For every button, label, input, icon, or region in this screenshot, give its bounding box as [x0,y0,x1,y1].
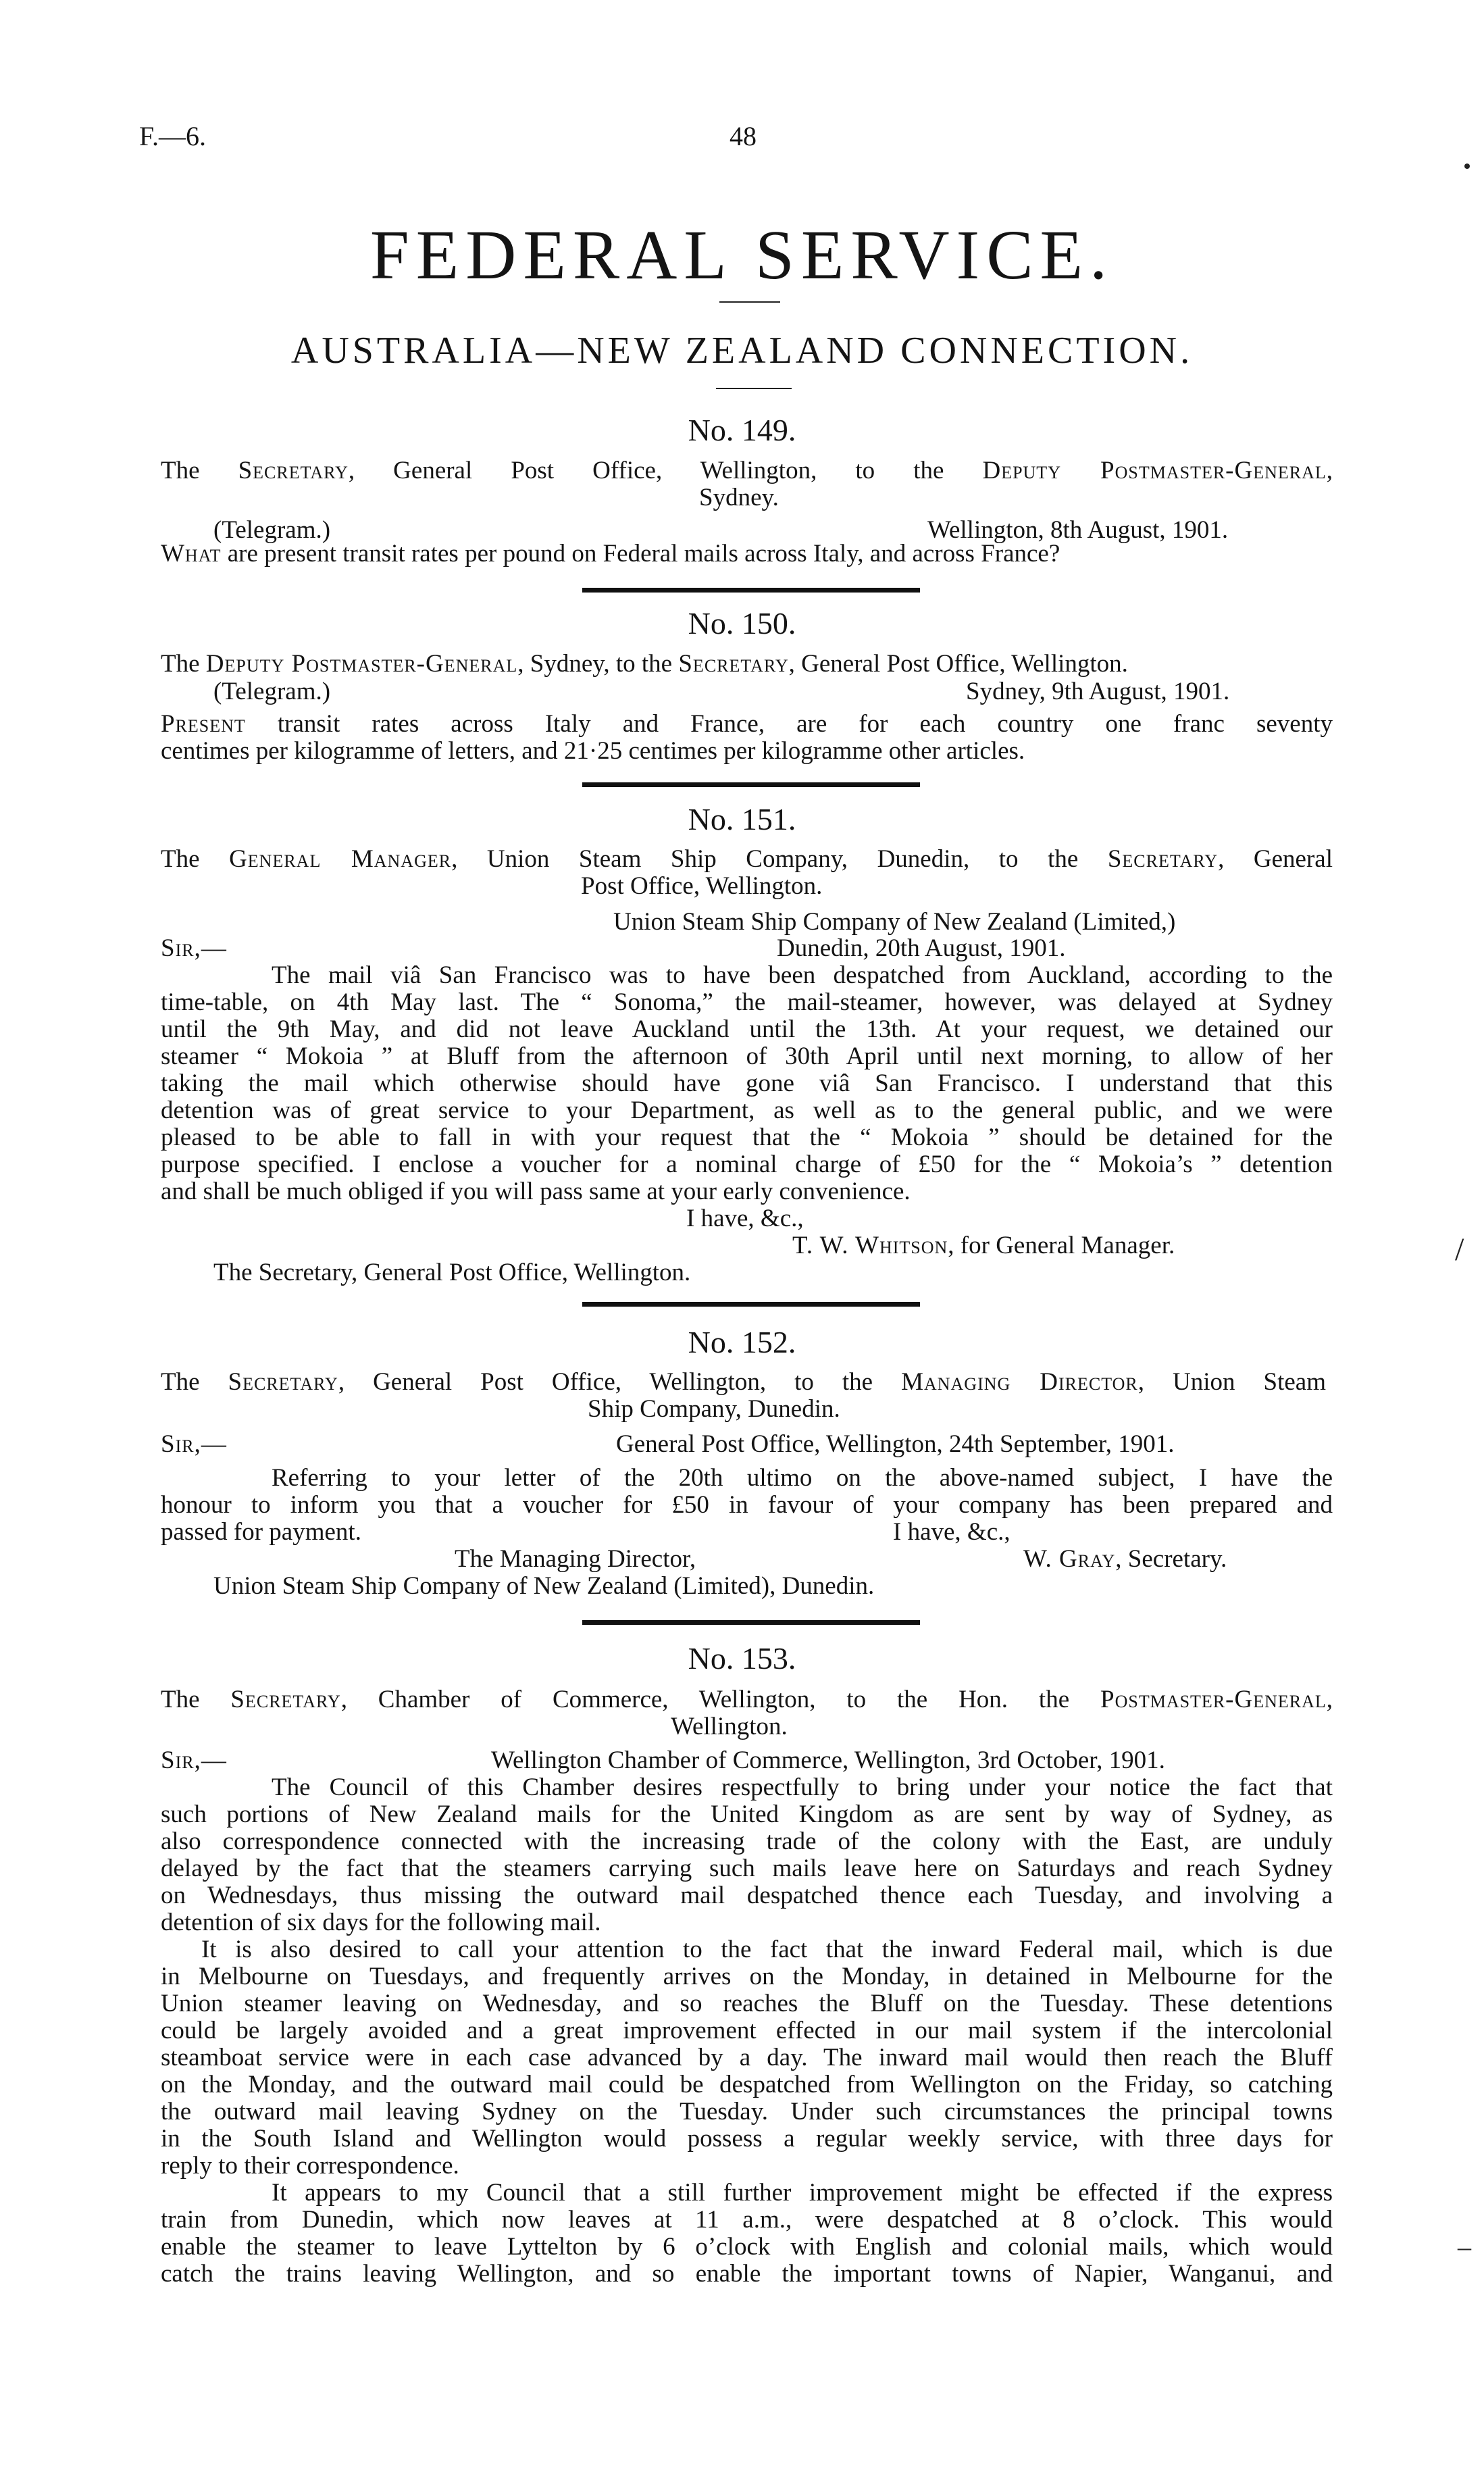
item-number-150: No. 150. [688,606,796,640]
item-number-151: No. 151. [688,802,796,836]
letter-body-line: also correspondence connected with the increasing trade of the colony with the East, are unduly [161,1828,1333,1855]
letter-body-line: delayed by the fact that the steamers carrying such mails leave here on Saturdays and reach Sydney [161,1855,1333,1882]
item-149-heading-line2: Sydney. [699,484,779,511]
closing: I have, &c., [686,1205,804,1232]
signature: T. W. Whitson, for General Manager. [792,1232,1175,1259]
to-title: Secretary [1107,845,1219,873]
margin-mark: / [1455,1232,1464,1267]
title-rule [719,301,780,303]
letter-body-line: reply to their correspondence. [161,2152,459,2180]
margin-mark: – [1458,2232,1471,2262]
letter-body-line: passed for payment. [161,1518,361,1546]
signature: W. Gray, Secretary. [1023,1545,1227,1573]
letter-body-line: until the 9th May, and did not leave Auckland until the 13th. At your request, we detained our [161,1015,1333,1043]
letter-body-line: Union steamer leaving on Wednesday, and so reaches the Bluff on the Tuesday. These detentions [161,1990,1333,2017]
page-title: FEDERAL SERVICE. [369,216,1115,294]
to-title: Postmaster-General [1100,1686,1327,1713]
telegram-label: (Telegram.) [213,516,331,544]
from-title: Secretary [238,457,349,484]
to-title: Managing Director [901,1368,1138,1396]
letter-body-line: the outward mail leaving Sydney on the Tuesday. Under such circumstances the principal towns [161,2098,1333,2125]
addressee: Union Steam Ship Company of New Zealand (Limited), Dunedin. [213,1572,875,1600]
letter-body-line: steamboat service were in each case advanced by a day. The inward mail would then reach the Bluff [161,2044,1333,2071]
letter-body-line: detention was of great service to your Department, as well as to the general public, and we were [161,1097,1333,1124]
letter-body-line: purpose specified. I enclose a voucher for a nominal charge of £50 for the “ Mokoia’s ” detention [161,1151,1333,1178]
document-reference: F.—6. [139,121,207,151]
page-subtitle: AUSTRALIA—NEW ZEALAND CONNECTION. [290,330,1194,372]
item-151-heading: The General Manager, Union Steam Ship Company, Dunedin, to the Secretary, General [161,845,1333,873]
item-152-heading-line2: Ship Company, Dunedin. [588,1395,840,1423]
letter-body-line: honour to inform you that a voucher for £50 in favour of your company has been prepared and [161,1491,1333,1519]
item-number-152: No. 152. [688,1325,796,1359]
from-title: Secretary [230,1686,341,1713]
dateline: Dunedin, 20th August, 1901. [777,934,1066,962]
to-title: Deputy Postmaster-General [982,457,1327,484]
letter-body-line: catch the trains leaving Wellington, and so enable the important towns of Napier, Wanganui, and [161,2260,1333,2288]
letter-body-line: The mail viâ San Francisco was to have been despatched from Auckland, according to the [272,961,1333,989]
addressee: The Managing Director, [455,1545,696,1573]
letter-body-line: It appears to my Council that a still further improvement might be effected if the express [272,2179,1333,2207]
item-149-body: What are present transit rates per pound on Federal mails across Italy, and across France? [161,540,1060,568]
to-title: Secretary [678,650,789,678]
letter-body-line: time-table, on 4th May last. The “ Sonoma,” the mail-steamer, however, was delayed at Sydney [161,988,1333,1016]
item-151-heading-line2: Post Office, Wellington. [581,872,823,900]
letter-body-line: could be largely avoided and a great improvement effected in our mail system if the intercolonial [161,2017,1333,2044]
from-title: Deputy Postmaster-General [205,650,518,678]
subtitle-rule [716,388,792,389]
dateline: Sydney, 9th August, 1901. [966,678,1230,705]
dateline: Wellington Chamber of Commerce, Wellington, 3rd October, 1901. [491,1746,1165,1774]
letter-body-line: in Melbourne on Tuesdays, and frequently arrives on the Monday, in detained in Melbourne for the [161,1963,1333,1990]
letter-body-line: steamer “ Mokoia ” at Bluff from the afternoon of 30th April until next morning, to allow of her [161,1042,1333,1070]
item-150-heading: The Deputy Postmaster-General, Sydney, to the Secretary, General Post Office, Wellington. [161,650,1128,678]
letter-body-line: on the Monday, and the outward mail could be despatched from Wellington on the Friday, so catching [161,2071,1333,2098]
letter-body-line: in the South Island and Wellington would possess a regular weekly service, with three days for [161,2125,1333,2153]
letter-body-line: enable the steamer to leave Lyttelton by 6 o’clock with English and colonial mails, which would [161,2233,1333,2261]
dateline: Wellington, 8th August, 1901. [927,516,1229,544]
closing: I have, &c., [893,1518,1010,1546]
item-152-heading: The Secretary, General Post Office, Wellington, to the Managing Director, Union Steam [161,1368,1326,1396]
from-title: Secretary [228,1368,338,1396]
letter-body-line: pleased to be able to fall in with your request that the “ Mokoia ” should be detained for the [161,1124,1333,1151]
item-153-heading: The Secretary, Chamber of Commerce, Wellington, to the Hon. the Postmaster-General, [161,1686,1333,1713]
letter-body-line: It is also desired to call your attention to the fact that the inward Federal mail, which is due [201,1936,1333,1963]
letter-body-line: on Wednesdays, thus missing the outward mail despatched thence each Tuesday, and involving a [161,1882,1333,1909]
item-153-heading-line2: Wellington. [671,1713,788,1740]
page-number: 48 [730,121,757,151]
item-150-body-line: Present transit rates across Italy and France, are for each country one franc seventy [161,710,1333,738]
sender-line: Union Steam Ship Company of New Zealand (Limited,) [613,908,1176,936]
letter-body-line: such portions of New Zealand mails for the United Kingdom as are sent by way of Sydney, as [161,1801,1333,1828]
letter-body-line: The Council of this Chamber desires respectfully to bring under your notice the fact that [272,1773,1333,1801]
salutation: Sir,— [161,1430,227,1458]
item-150-body-line: centimes per kilogramme of letters, and 21·25 centimes per kilogramme other articles. [161,737,1025,765]
telegram-label: (Telegram.) [213,678,331,705]
section-divider [582,588,920,593]
letter-body-line: taking the mail which otherwise should have gone viâ San Francisco. I understand that this [161,1070,1333,1097]
from-title: General Manager [229,845,452,873]
salutation: Sir,— [161,1746,227,1774]
letter-body-line: Referring to your letter of the 20th ultimo on the above-named subject, I have the [272,1464,1333,1492]
letter-body-line: detention of six days for the following mail. [161,1909,601,1936]
section-divider [582,782,920,787]
item-149-heading: The Secretary, General Post Office, Wellington, to the Deputy Postmaster-General, [161,457,1333,484]
section-divider [582,1620,920,1625]
addressee: The Secretary, General Post Office, Wellington. [213,1259,691,1286]
letter-body-line: train from Dunedin, which now leaves at 11 a.m., were despatched at 8 o’clock. This would [161,2206,1333,2234]
section-divider [582,1302,920,1307]
margin-dot [1464,163,1470,169]
item-number-153: No. 153. [688,1641,796,1676]
letter-body-line: and shall be much obliged if you will pass same at your early convenience. [161,1178,911,1205]
item-number-149: No. 149. [688,413,796,447]
salutation: Sir,— [161,934,227,962]
dateline: General Post Office, Wellington, 24th September, 1901. [616,1430,1175,1458]
